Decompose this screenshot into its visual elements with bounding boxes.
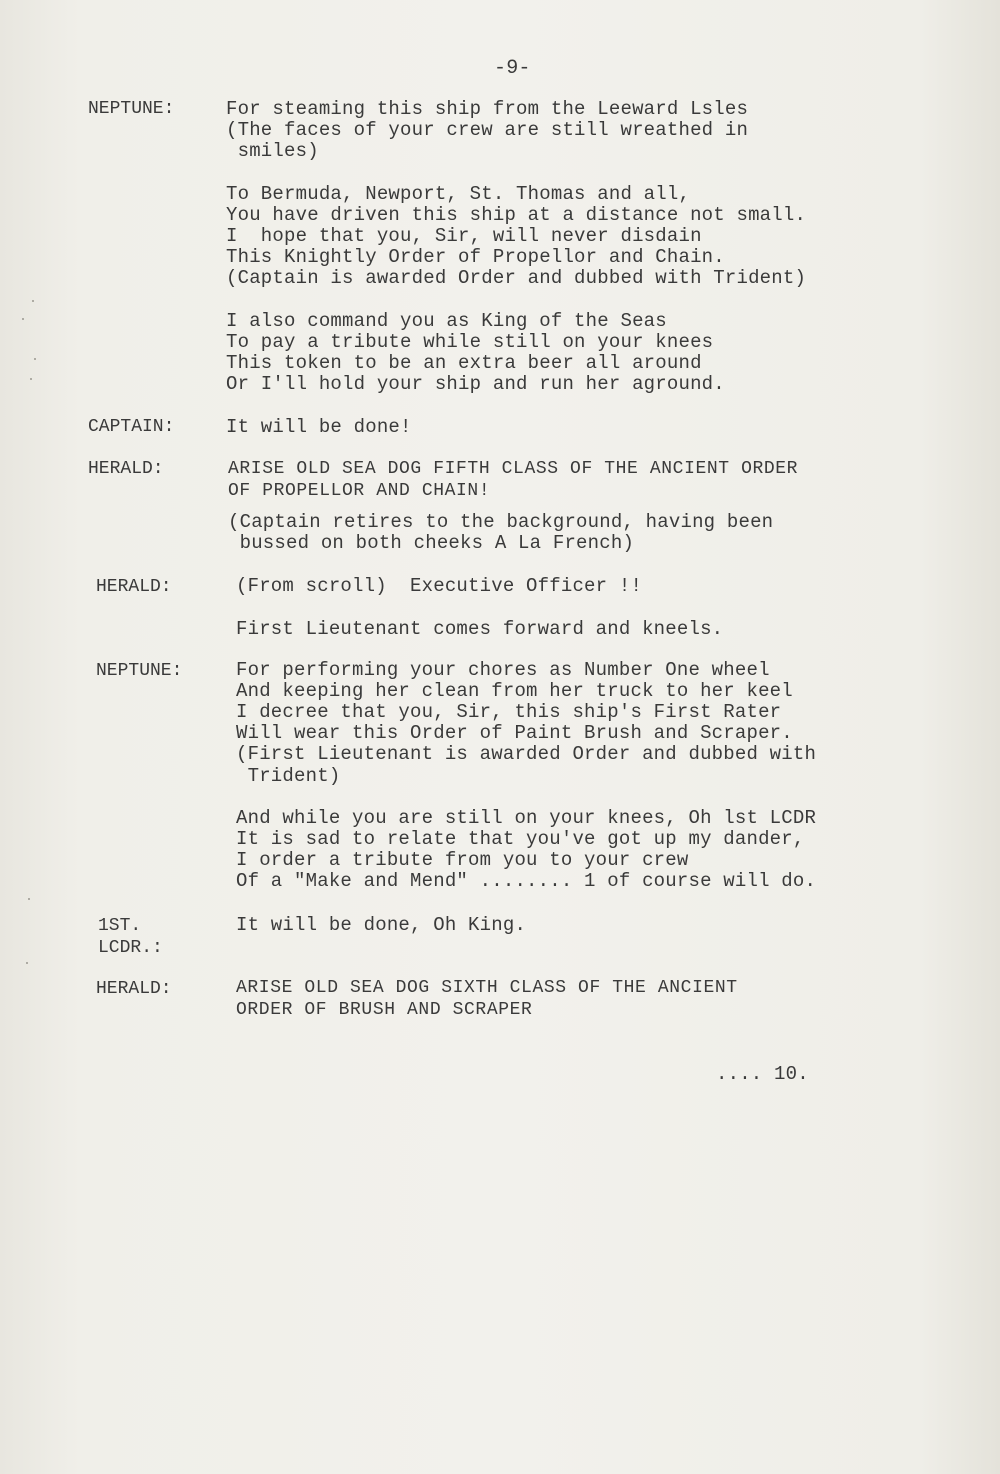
speaker-label: HERALD: [96, 577, 172, 597]
verse-line: It is sad to relate that you've got up my dander, [236, 828, 805, 850]
paper-speck [30, 378, 32, 380]
stage-direction: (Captain is awarded Order and dubbed with Trident) [226, 267, 807, 289]
paper-speck [32, 300, 34, 302]
stage-direction: (First Lieutenant is awarded Order and dubbed with [236, 743, 817, 765]
verse-line: This token to be an extra beer all around [226, 352, 702, 374]
stage-direction: (Captain retires to the background, having been [228, 511, 774, 533]
paper-speck [26, 962, 28, 964]
speaker-label: HERALD: [88, 459, 164, 479]
proclamation-line: OF PROPELLOR AND CHAIN! [228, 481, 491, 501]
verse-line: It will be done! [226, 416, 412, 438]
verse-line: And while you are still on your knees, Oh lst LCDR [236, 807, 817, 829]
verse-line: You have driven this ship at a distance not small. [226, 204, 807, 226]
speaker-label: CAPTAIN: [88, 417, 175, 437]
verse-line: Or I'll hold your ship and run her aground. [226, 373, 725, 395]
verse-line: This Knightly Order of Propellor and Chain. [226, 246, 725, 268]
verse-line: I order a tribute from you to your crew [236, 849, 689, 871]
proclamation-line: ORDER OF BRUSH AND SCRAPER [236, 1000, 533, 1020]
paper-speck [22, 318, 24, 320]
speaker-label: NEPTUNE: [96, 661, 183, 681]
proclamation-line: ARISE OLD SEA DOG FIFTH CLASS OF THE ANCIENT ORDER [228, 459, 799, 479]
verse-line: To pay a tribute while still on your knees [226, 331, 714, 353]
proclamation-line: ARISE OLD SEA DOG SIXTH CLASS OF THE ANCIENT [236, 978, 738, 998]
verse-line: I hope that you, Sir, will never disdain [226, 225, 702, 247]
verse-line: (From scroll) Executive Officer !! [236, 575, 643, 597]
verse-line: And keeping her clean from her truck to her keel [236, 680, 793, 702]
continuation-marker: .... 10. [716, 1063, 809, 1085]
verse-line: For steaming this ship from the Leeward Lsles [226, 98, 749, 120]
verse-line: I decree that you, Sir, this ship's First Rater [236, 701, 782, 723]
page-number: -9- [494, 57, 531, 80]
stage-direction: Trident) [236, 765, 341, 787]
verse-line: Will wear this Order of Paint Brush and Scraper. [236, 722, 793, 744]
stage-direction: First Lieutenant comes forward and kneels. [236, 618, 724, 640]
verse-line: Of a "Make and Mend" ........ 1 of course will do. [236, 870, 817, 892]
stage-direction: bussed on both cheeks A La French) [228, 532, 635, 554]
speaker-label: 1ST. LCDR.: [98, 916, 163, 958]
speaker-label: HERALD: [96, 979, 172, 999]
verse-line: To Bermuda, Newport, St. Thomas and all, [226, 183, 691, 205]
verse-line: I also command you as King of the Seas [226, 310, 667, 332]
verse-line: (The faces of your crew are still wreathed in [226, 119, 749, 141]
verse-line: smiles) [226, 140, 319, 162]
verse-line: For performing your chores as Number One wheel [236, 659, 770, 681]
paper-speck [28, 898, 30, 900]
paper-speck [34, 358, 36, 360]
speaker-label: NEPTUNE: [88, 99, 175, 119]
verse-line: It will be done, Oh King. [236, 914, 527, 936]
